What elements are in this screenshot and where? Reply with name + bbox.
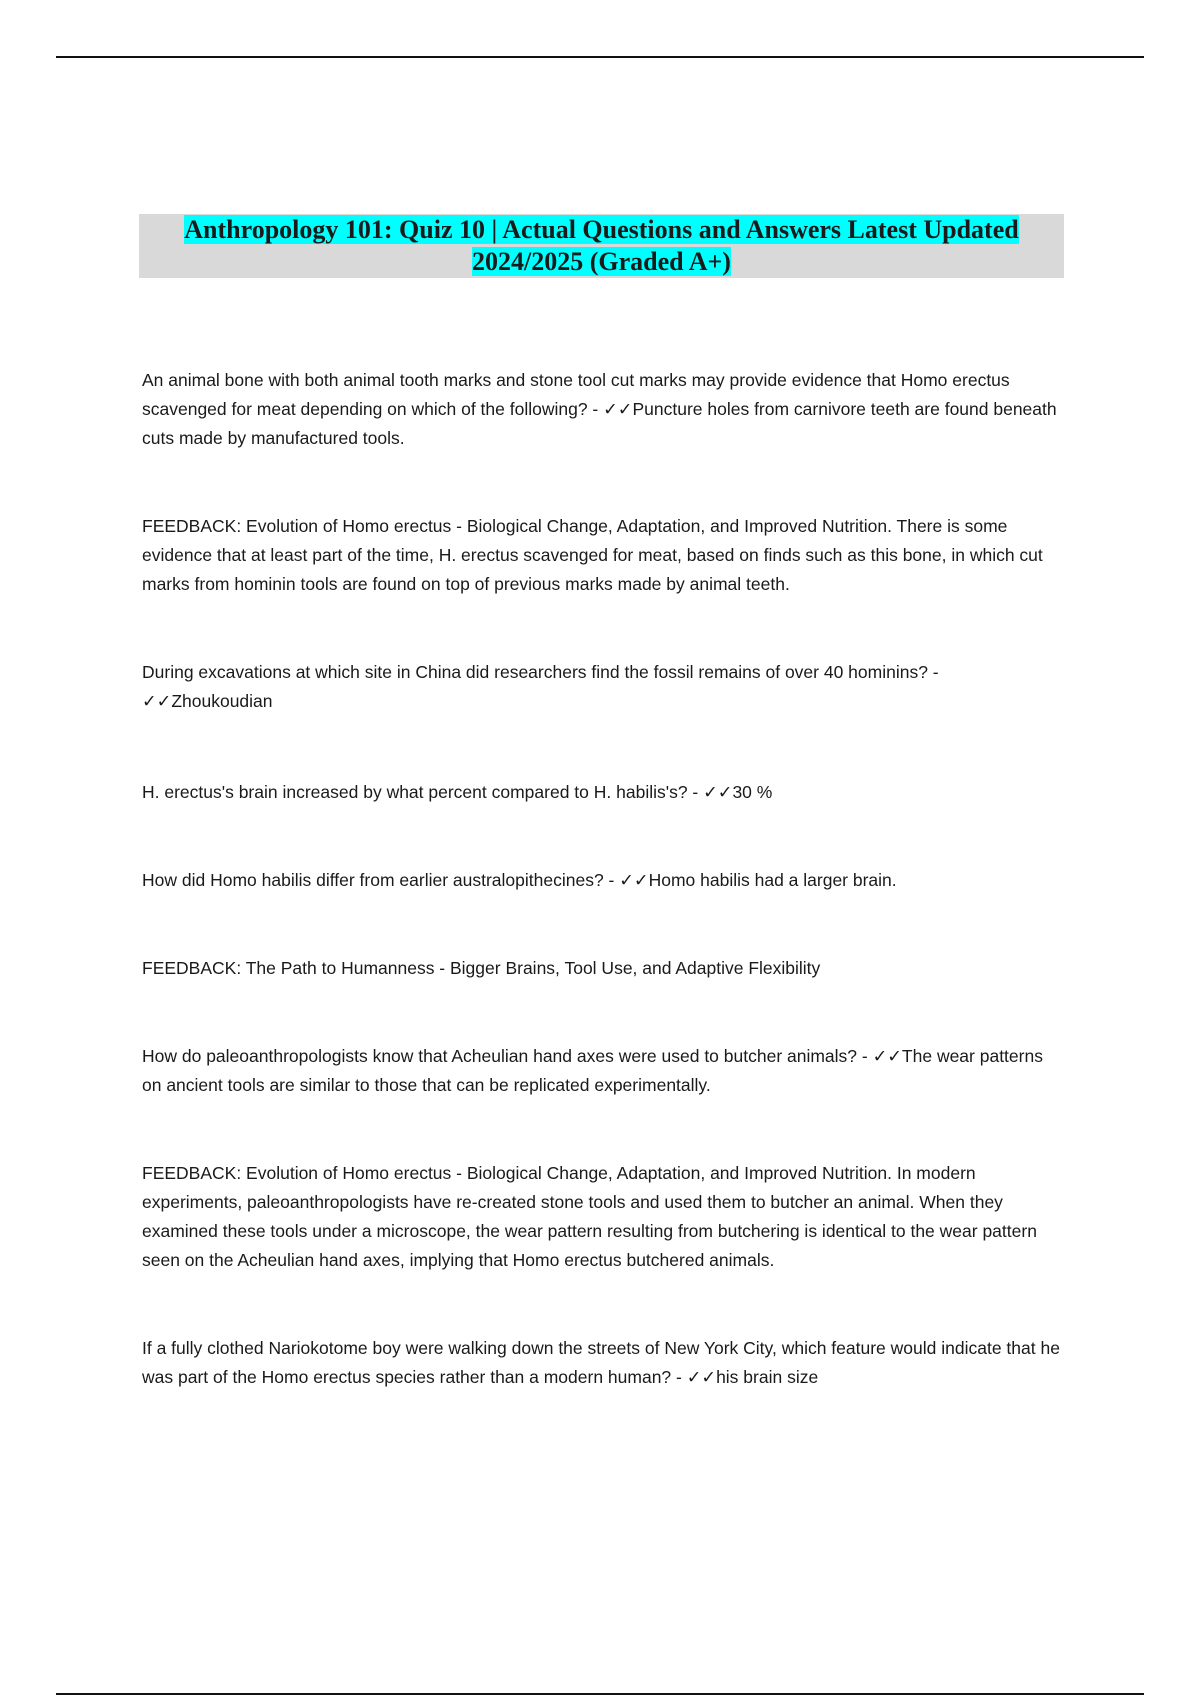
answer-text: 30 % bbox=[732, 782, 773, 802]
qa-item bbox=[142, 1334, 1064, 1392]
qa-item bbox=[142, 366, 1064, 453]
check-icon: ✓✓ bbox=[703, 782, 733, 802]
qa-item bbox=[142, 1042, 1064, 1100]
question-text: How did Homo habilis differ from earlier australopithecines? - bbox=[142, 870, 620, 890]
answer-text: Homo habilis had a larger brain. bbox=[648, 870, 897, 890]
question-text: An animal bone with both animal tooth marks and stone tool cut marks may provide evidence that Homo erectus scavenged for meat depending on which of the following? - bbox=[142, 370, 1010, 419]
question-text: How do paleoanthropologists know that Acheulian hand axes were used to butcher animals? - bbox=[142, 1046, 873, 1066]
qa-content bbox=[142, 366, 1064, 1392]
feedback-text: FEEDBACK: Evolution of Homo erectus - Biological Change, Adaptation, and Improved Nutrition. There is some evidence that at least part of the time, H. erectus scavenged for meat, based on finds such as this bone, in which cut marks from hominin tools are found on top of previous marks made by animal teeth. bbox=[142, 516, 1043, 594]
feedback-item bbox=[142, 954, 1064, 983]
title-line-1: Anthropology 101: Quiz 10 | Actual Questions and Answers Latest Updated bbox=[184, 215, 1019, 244]
feedback-text: FEEDBACK: The Path to Humanness - Bigger Brains, Tool Use, and Adaptive Flexibility bbox=[142, 958, 821, 978]
check-icon: ✓✓ bbox=[142, 691, 172, 711]
qa-item bbox=[142, 778, 1064, 807]
feedback-item bbox=[142, 1159, 1064, 1275]
question-text: If a fully clothed Nariokotome boy were walking down the streets of New York City, which feature would indicate that he was part of the Homo erectus species rather than a modern human? - bbox=[142, 1338, 1060, 1387]
answer-text: his brain size bbox=[716, 1367, 819, 1387]
check-icon: ✓✓ bbox=[603, 399, 633, 419]
qa-item bbox=[142, 866, 1064, 895]
top-rule bbox=[56, 56, 1144, 58]
check-icon: ✓✓ bbox=[872, 1046, 902, 1066]
answer-text: The wear patterns on ancient tools are similar to those that can be replicated experimentally. bbox=[142, 1046, 1043, 1095]
feedback-text: FEEDBACK: Evolution of Homo erectus - Biological Change, Adaptation, and Improved Nutrition. In modern experiments, paleoanthropologists have re-created stone tools and used them to butcher an animal. When they examined these tools under a microscope, the wear pattern resulting from butchering is identical to the wear pattern seen on the Acheulian hand axes, implying that Homo erectus butchered animals. bbox=[142, 1163, 1037, 1270]
title-line-2: 2024/2025 (Graded A+) bbox=[472, 247, 731, 276]
qa-item bbox=[142, 658, 1064, 716]
answer-text: Zhoukoudian bbox=[171, 691, 273, 711]
document-title bbox=[139, 214, 1064, 278]
answer-text: Puncture holes from carnivore teeth are found beneath cuts made by manufactured tools. bbox=[142, 399, 1057, 448]
feedback-item bbox=[142, 512, 1064, 599]
check-icon: ✓✓ bbox=[619, 870, 649, 890]
question-text: H. erectus's brain increased by what percent compared to H. habilis's? - bbox=[142, 782, 704, 802]
question-text: During excavations at which site in China did researchers find the fossil remains of over 40 hominins? - bbox=[142, 662, 939, 682]
bottom-rule bbox=[56, 1693, 1144, 1695]
check-icon: ✓✓ bbox=[686, 1367, 717, 1387]
